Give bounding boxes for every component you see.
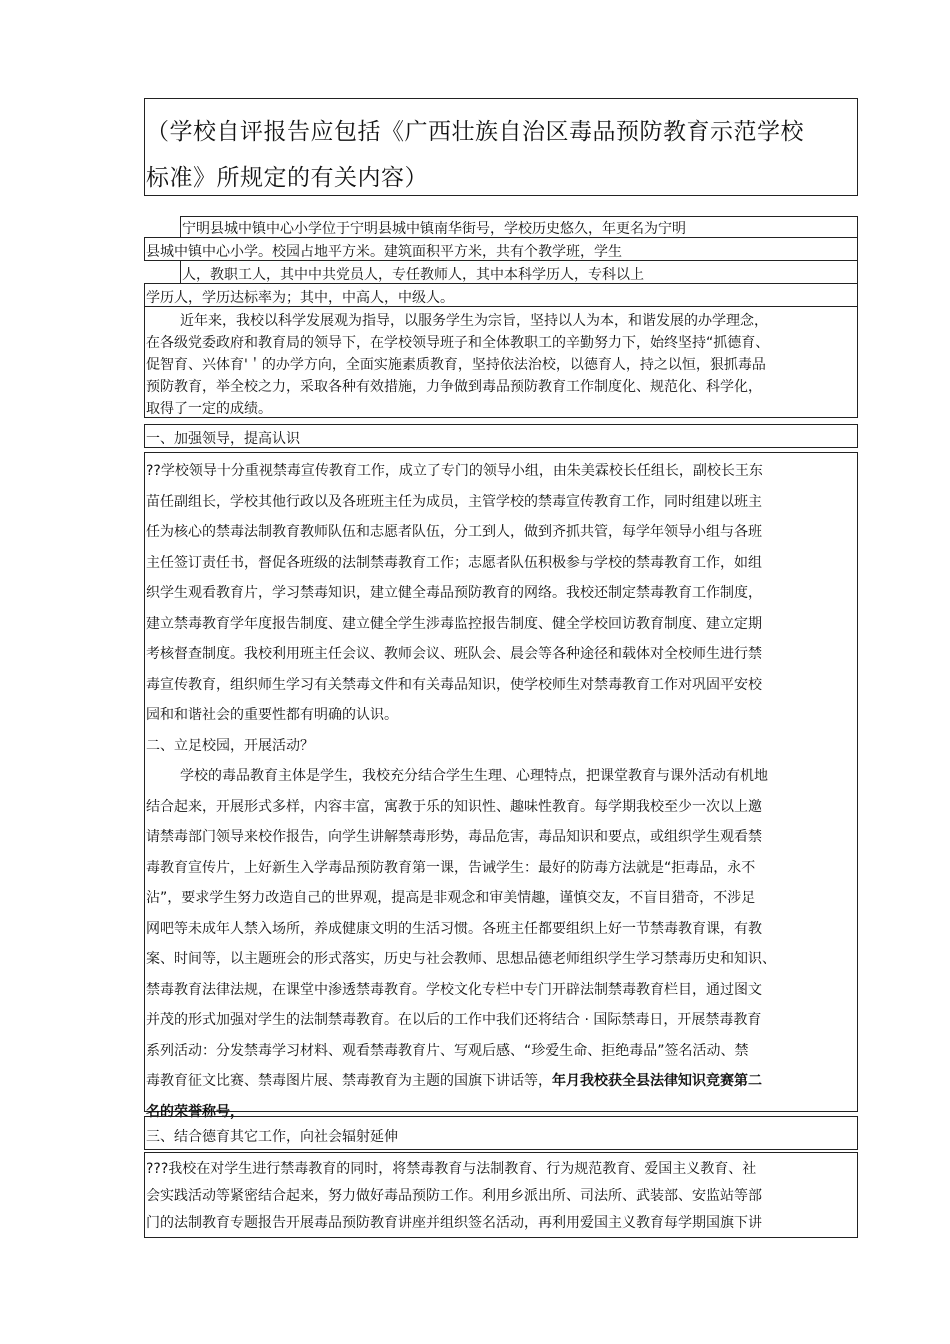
header-title-line-2: 标准》所规定的有关内容）: [146, 165, 428, 191]
overview-line: 预防教育，举全校之力，采取各种有效措施，力争做到毒品预防教育工作制度化、规范化、科学化，: [146, 379, 762, 395]
section1-line: 织学生观看教育片，学习禁毒知识，建立健全毒品预防教育的网络。我校还制定禁毒教育工作制度，: [146, 585, 762, 601]
intro-line-1: 宁明县城中镇中心小学位于宁明县城中镇南华街号，学校历史悠久，年更名为宁明: [182, 221, 686, 237]
overview-paragraph: [146, 310, 769, 420]
section2-line: 并茂的形式加强对学生的法制禁毒教育。在以后的工作中我们还将结合 · 国际禁毒日，开展禁毒教育: [146, 1012, 762, 1028]
section2-line: 网吧等未成年人禁入场所，养成健康文明的生活习惯。各班主任都要组织上好一节禁毒教育课，有教: [146, 920, 762, 937]
overview-line: 促智育、兴体育'＇的办学方向，全面实施素质教育，坚持依法治校，以德育人，持之以恒，狠抓毒品: [146, 357, 766, 373]
section2-award-text: 年月我校获全县法律知识竞赛第二: [552, 1073, 762, 1089]
overview-line: 取得了一定的成绩。: [146, 401, 272, 417]
section2-line: 请禁毒部门领导来校作报告，向学生讲解禁毒形势，毒品危害，毒品知识和要点，或组织学生观看禁: [146, 829, 762, 845]
section2-line: 沾”，要求学生努力改造自己的世界观，提高是非观念和审美情趣，谨慎交友，不盲目猎奇，不涉足: [146, 890, 756, 906]
section2-line: 案、时间等，以主题班会的形式落实，历史与社会教师、思想品德老师组织学生学习禁毒历史和知识、: [146, 951, 776, 967]
header-title-line-1: （学校自评报告应包括《广西壮族自治区毒品预防教育示范学校: [146, 119, 804, 145]
section3-line: 会实践活动等紧密结合起来，努力做好毒品预防工作。利用乡派出所、司法所、武装部、安监站等部: [146, 1188, 762, 1204]
section2-heading: 二、立足校园，开展活动？: [146, 737, 314, 754]
intro-line-2: 县城中镇中心小学。校园占地平方米。建筑面积平方米，共有个教学班，学生: [146, 244, 622, 260]
section3-paragraph: [146, 1156, 762, 1237]
section1-line: 毒宣传教育，组织师生学习有关禁毒文件和有关毒品知识，使学校师生对禁毒教育工作对巩固平安校: [146, 676, 762, 693]
section2-line: 学校的毒品教育主体是学生，我校充分结合学生生理、心理特点，把课堂教育与课外活动有机地: [180, 768, 768, 784]
section1-line: 任为核心的禁毒法制教育教师队伍和志愿者队伍，分工到人，做到齐抓共管，每学年领导小组与各班: [146, 524, 762, 540]
section1-line: 主任签订责任书，督促各班级的法制禁毒教育工作；志愿者队伍积极参与学校的禁毒教育工作，如组: [146, 554, 762, 571]
section2-line: 结合起来，开展形式多样，内容丰富，寓教于乐的知识性、趣味性教育。每学期我校至少一次以上邀: [146, 798, 762, 815]
section3-line: ???我校在对学生进行禁毒教育的同时，将禁毒教育与法制教育、行为规范教育、爱国主义教育、社: [146, 1161, 757, 1177]
overview-line: 在各级党委政府和教育局的领导下，在学校领导班子和全体教职工的辛勤努力下，始终坚持“抓德育、: [146, 335, 770, 351]
intro-line-3: 人，教职工人，其中中共党员人，专任教师人，其中本科学历人，专科以上: [182, 267, 644, 283]
section1-heading: 一、加强领导，提高认识: [146, 431, 300, 447]
section2-line: [146, 1066, 776, 1097]
section1-line: ??学校领导十分重视禁毒宣传教育工作，成立了专门的领导小组，由朱美霖校长任组长，副校长王东: [146, 463, 763, 479]
section2-line: 系列活动：分发禁毒学习材料、观看禁毒教育片、写观后感、“珍爱生命、拒绝毒品”签名活动、禁: [146, 1042, 749, 1059]
section3-heading: 三、结合德育其它工作，向社会辐射延伸: [146, 1129, 398, 1145]
overview-line: 近年来，我校以科学发展观为指导，以服务学生为宗旨，坚持以人为本，和谐发展的办学理念，: [180, 313, 768, 329]
intro-line-4: 学历人，学历达标率为；其中，中高人，中级人。: [146, 290, 454, 306]
section3-line: 门的法制教育专题报告开展毒品预防教育讲座并组织签名活动，再利用爱国主义教育每学期国旗下讲: [146, 1215, 762, 1231]
section1-line: 园和和谐社会的重要性都有明确的认识。: [146, 707, 398, 723]
section2-line-text: 毒教育征文比赛、禁毒图片展、禁毒教育为主题的国旗下讲话等，: [146, 1073, 552, 1089]
section2-award-last: 名的荣誉称号，: [146, 1103, 244, 1120]
section1-line: 苗任副组长，学校其他行政以及各班班主任为成员，主管学校的禁毒宣传教育工作，同时组建以班主: [146, 493, 762, 510]
section1-line: 建立禁毒教育学年度报告制度、建立健全学生涉毒监控报告制度、健全学校回访教育制度、建立定期: [146, 615, 762, 632]
section2-line: 禁毒教育法律法规，在课堂中渗透禁毒教育。学校文化专栏中专门开辟法制禁毒教育栏目，通过图文: [146, 981, 762, 998]
section1-paragraph: [146, 456, 776, 1127]
section2-line: 毒教育宣传片，上好新生入学毒品预防教育第一课，告诫学生：最好的防毒方法就是“拒毒品，永不: [146, 859, 756, 876]
section1-line: 考核督查制度。我校利用班主任会议、教师会议、班队会、晨会等各种途径和载体对全校师生进行禁: [146, 646, 762, 662]
